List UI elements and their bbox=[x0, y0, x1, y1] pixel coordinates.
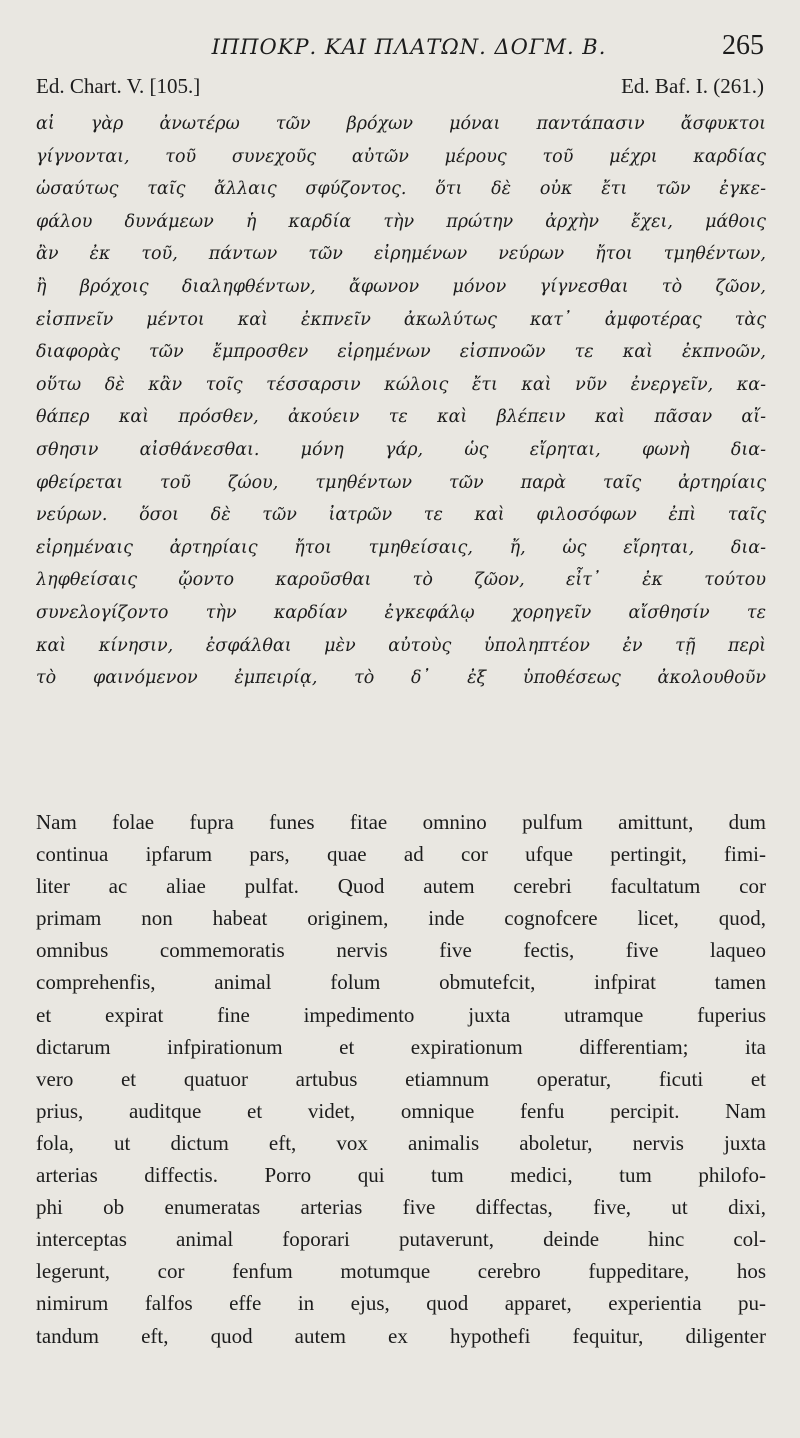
greek-line: αἱ γὰρ ἀνωτέρω τῶν βρόχων μόναι παντάπασιν ἄσφυκτοι bbox=[36, 114, 766, 134]
edition-right: Ed. Baf. I. (261.) bbox=[621, 74, 764, 98]
latin-line: comprehenfis, animal folum obmutefcit, infpirat tamen bbox=[36, 970, 766, 995]
greek-line: εἰσπνεῖν μέντοι καὶ ἐκπνεῖν ἀκωλύτως κατ᾽ ἀμφοτέρας τὰς bbox=[36, 309, 766, 330]
latin-line: omnibus commemoratis nervis five fectis, five laqueo bbox=[36, 938, 766, 963]
greek-line: ἢ βρόχοις διαληφθέντων, ἄφωνον μόνον γίγνεσθαι τὸ ζῶον, bbox=[36, 276, 766, 297]
greek-line: νεύρων. ὅσοι δὲ τῶν ἰατρῶν τε καὶ φιλοσόφων ἐπὶ ταῖς bbox=[36, 505, 766, 526]
running-head: ΙΠΠΟΚΡ. ΚΑΙ ΠΛΑΤΩΝ. ΔΟΓΜ. Β. bbox=[211, 35, 607, 59]
greek-line: οὕτω δὲ κἂν τοῖς τέσσαρσιν κώλοις ἔτι καὶ νῦν ἐνεργεῖν, κα- bbox=[36, 374, 766, 395]
greek-line: συνελογίζοντο τὴν καρδίαν ἐγκεφάλῳ χορηγεῖν αἴσθησίν τε bbox=[36, 602, 766, 623]
latin-line: continua ipfarum pars, quae ad cor ufque pertingit, fimi- bbox=[36, 842, 766, 867]
greek-line: ἂν ἐκ τοῦ, πάντων τῶν εἰρημένων νεύρων ἤτοι τμηθέντων, bbox=[36, 244, 766, 265]
greek-line: καὶ κίνησιν, ἐσφάλθαι μὲν αὐτοὺς ὑποληπτέον ἐν τῇ περὶ bbox=[36, 635, 766, 656]
greek-line: φθείρεται τοῦ ζώου, τμηθέντων τῶν παρὰ ταῖς ἀρτηρίαις bbox=[36, 472, 766, 493]
latin-line: arterias diffectis. Porro qui tum medici, tum philofo- bbox=[36, 1163, 766, 1188]
greek-line: διαφορὰς τῶν ἔμπροσθεν εἰρημένων εἰσπνοῶν τε καὶ ἐκπνοῶν, bbox=[36, 342, 766, 363]
greek-line: ὡσαύτως ταῖς ἄλλαις σφύζοντος. ὅτι δὲ οὐκ ἔτι τῶν ἐγκε- bbox=[36, 179, 766, 200]
latin-line: Nam folae fupra funes fitae omnino pulfum amittunt, dum bbox=[36, 810, 766, 834]
greek-line: σθησιν αἰσθάνεσθαι. μόνη γάρ, ὡς εἴρηται, φωνὴ δια- bbox=[36, 439, 766, 460]
latin-line: phi ob enumeratas arterias five diffectas, five, ut dixi, bbox=[36, 1195, 766, 1220]
latin-line: legerunt, cor fenfum motumque cerebro fuppeditare, hos bbox=[36, 1259, 766, 1284]
greek-text bbox=[36, 108, 766, 695]
greek-line: τὸ φαινόμενον ἐμπειρίᾳ, τὸ δ᾽ ἐξ ὑποθέσεως ἀκολουθοῦν bbox=[36, 668, 766, 689]
latin-line: dictarum infpirationum et expirationum differentiam; ita bbox=[36, 1034, 766, 1059]
latin-line: primam non habeat originem, inde cognofcere licet, quod, bbox=[36, 906, 766, 931]
page-number: 265 bbox=[722, 30, 764, 61]
page-header bbox=[36, 30, 764, 62]
latin-line: liter ac aliae pulfat. Quod autem cerebri facultatum cor bbox=[36, 874, 766, 899]
latin-line: tandum eft, quod autem ex hypothefi fequitur, diligenter bbox=[36, 1323, 766, 1348]
greek-line: εἰρημέναις ἀρτηρίαις ἤτοι τμηθείσαις, ἤ, ὡς εἴρηται, δια- bbox=[36, 537, 766, 558]
latin-text bbox=[36, 806, 766, 1352]
greek-line: ληφθείσαις ᾤοντο καροῦσθαι τὸ ζῶον, εἶτ᾽ ἐκ τούτου bbox=[36, 570, 766, 591]
greek-line: φάλου δυνάμεων ἡ καρδία τὴν πρώτην ἀρχὴν ἔχει, μάθοις bbox=[36, 211, 766, 232]
latin-line: interceptas animal foporari putaverunt, deinde hinc col- bbox=[36, 1227, 766, 1252]
latin-line: nimirum falfos effe in ejus, quod apparet, experientia pu- bbox=[36, 1291, 766, 1316]
greek-line: θάπερ καὶ πρόσθεν, ἀκούειν τε καὶ βλέπειν καὶ πᾶσαν αἴ- bbox=[36, 407, 766, 428]
edition-left: Ed. Chart. V. [105.] bbox=[36, 74, 201, 98]
latin-line: vero et quatuor artubus etiamnum operatur, ficuti et bbox=[36, 1066, 766, 1091]
greek-line: γίγνονται, τοῦ συνεχοῦς αὐτῶν μέρους τοῦ μέχρι καρδίας bbox=[36, 146, 766, 167]
edition-references bbox=[36, 74, 764, 99]
latin-line: fola, ut dictum eft, vox animalis aboletur, nervis juxta bbox=[36, 1130, 766, 1155]
latin-line: prius, auditque et videt, omnique fenfu percipit. Nam bbox=[36, 1098, 766, 1123]
latin-line: et expirat fine impedimento juxta utramque fuperius bbox=[36, 1002, 766, 1027]
